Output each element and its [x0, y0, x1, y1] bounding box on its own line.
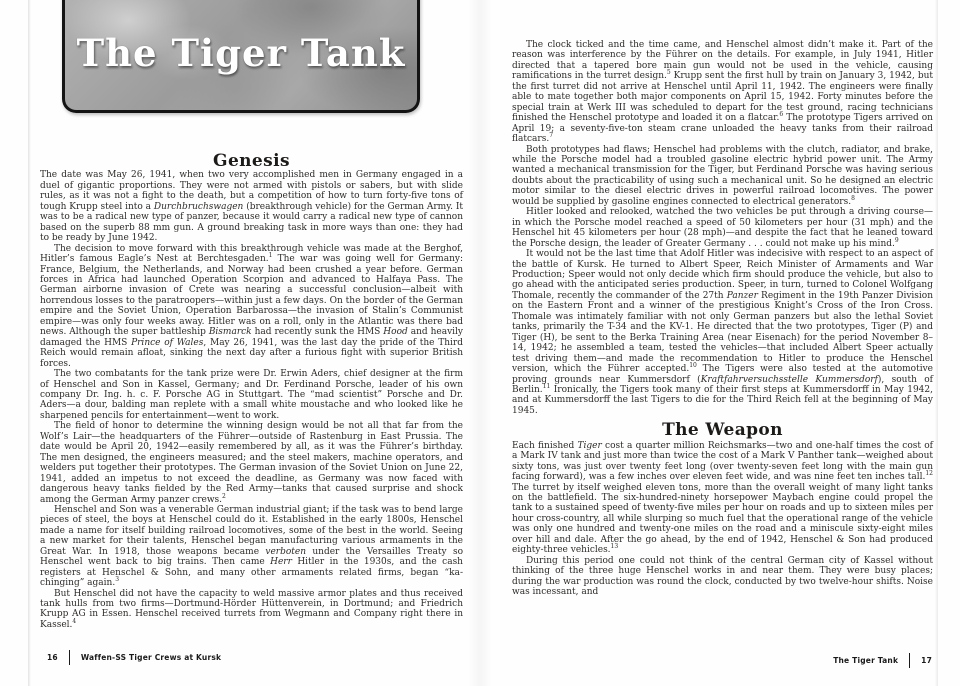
paragraph: During this period one could not think of the central German city of Kassel without thinking of the three huge Henschel works in and near them. They were busy places; during the war production was round the clock, conducted by two twelve-hour shifts. Noise was incessant, and: [512, 555, 933, 598]
left-page-edge: [28, 0, 31, 686]
left-text-column: [40, 151, 464, 630]
right-page-edge: [935, 0, 938, 686]
paragraph: The decision to move forward with this breakthrough vehicle was made at the Berghof, Hitler’s famous Eagle’s Nest at Berchtesgaden.$^1$ The war was going well for Germany: France, Belgium, the Netherlands, and Norway had been crushed a year before. German forces in Africa had launched Operation Scorpion and advanced to Halfaya Pass. The German airborne invasion of Crete was nearing a successful conclusion—albeit with horrendous losses to the paratroopers—within just a few days. On the border of the German empire and the Soviet Union, Operation Barbarossa—the invasion of Stalin’s Communist empire—was only four weeks away. Hitler was on a roll, only in the Atlantic was there bad news. Although the super battleship Bismarck had recently sunk the HMS Hood and heavily damaged the HMS Prince of Wales, May 26, 1941, was the last day the pride of the Third Reich would remain afloat, sinking the next day after a furious fight with superior British forces.: [40, 243, 464, 369]
book-title: Waffen-SS Tiger Crews at Kursk: [80, 653, 222, 662]
paragraph: It would not be the last time that Adolf Hitler was indecisive with respect to an aspect of the battle of Kursk. He turned to Albert Speer, Reich Minister of Armaments and War Production; Speer would not only decide which firm should produce the vehicle, but also to go ahead with the anticipated series production. Speer, in turn, turned to Colonel Wolfgang Thomale, recently the commander of the 27th Panzer Regiment in the 19th Panzer Division on the Eastern Front and a winner of the prestigious Knight’s Cross of the Iron Cross. Thomale was intimately familiar with not only German panzers but also the lethal Soviet tanks, primarily the T-34 and the KV-1. He directed that the two prototypes, Tiger (P) and Tiger (H), be sent to the Berka Training Area (near Eisenach) for the period November 8–14, 1942; he assembled a team, tested the vehicles—that included Albert Speer actually test driving them—and made the recommendation to Hitler to produce the Henschel version, which the Führer accepted.$^{10}$ The Tigers were also tested at the automotive proving grounds near Kummersdorf (Kraftfahrversuchsstelle Kummersdorf), south of Berlin.$^{11}$ Ironically, the Tigers took many of their first steps at Kummersdorff in May 1942, and at Kummersdorff the last Tigers to die for the Third Reich fell at the beginning of May 1945.: [512, 249, 933, 416]
paragraph: Hitler looked and relooked, watched the two vehicles be put through a driving course—in which the Porsche model reached a speed of 50 kilometers per hour (31 mph) and the Henschel hit 45 kilometers per hour (28 mph)—and despite the fact that he leaned toward the Porsche design, the leader of Greater Germany . . . could not make up his mind.$^9$: [512, 207, 933, 249]
right-top-paragraphs: [512, 40, 933, 416]
chapter-title: The Tiger Tank: [76, 31, 406, 75]
genesis-paragraphs: [40, 170, 463, 630]
chapter-title-footer: The Tiger Tank: [833, 656, 899, 665]
paragraph: Both prototypes had flaws; Henschel had problems with the clutch, radiator, and brake, while the Porsche model had a troubled gasoline electric hybrid power unit. The Army wanted a mechanical transmission for the Tiger, but Ferdinand Porsche was having serious doubts about the practicability of using such a mechanical unit. So he designed an electric motor similar to the diesel electric drives in powerful railroad locomotives. The power would be supplied by gasoline engines connected to electrical generators.$^8$: [512, 144, 933, 207]
paragraph: The date was May 26, 1941, when two very accomplished men in Germany engaged in a duel of gigantic proportions. They were not armed with pistols or sabers, but with slide rules, as it was not a fight to the death, but a competition of how to turn forty-five tons of tough Krupp steel into a Durchbruchswagen (breakthrough vehicle) for the German Army. It was to be a radical new type of panzer, because it would carry a radical new type of cannon based on the superb 88 mm gun. A ground breaking task in more ways than one: they had to be ready by June 1942.: [40, 170, 463, 244]
right-text-column: [512, 40, 933, 598]
paragraph: The two combatants for the tank prize were Dr. Erwin Aders, chief designer at the firm of Henschel and Son in Kassel, Germany; and Dr. Ferdinand Porsche, leader of his own company Dr. Ing. h. c. F. Porsche AG in Stuttgart. The “mad scientist” Porsche and Dr. Aders—a dour, balding man replete with a small white moustache and who looked like he sharpened pencils for entertainment—went to work.: [40, 369, 463, 421]
paragraph: But Henschel did not have the capacity to weld massive armor plates and thus received tank hulls from two firms—Dortmund-Hörder Hüttenverein, in Dortmund; and Friedrich Krupp AG in Essen. Henschel received turrets from Wegmann and Company right there in Kassel.$^4$: [40, 588, 463, 630]
page-number: 17: [921, 656, 932, 665]
paragraph: The field of honor to determine the winning design would be not all that far from the Wolf’s Lair—the headquarters of the Führer—outside of Rastenburg in East Prussia. The date would be April 20, 1942—easily remembered by all, as it was the Führer’s birthday. The men designed, the engineers measured; and the steel makers, machine operators, and welders put together their prototypes. The German invasion of the Soviet Union on June 22, 1941, added an impetus to not exceed the deadline, as Germany was now faced with dangerous heavy tanks fielded by the Red Army—tanks that caused surprise and shock among the German Army panzer crews.$^2$: [40, 421, 463, 505]
section-heading-genesis: Genesis: [213, 151, 290, 171]
chapter-title-photo: [62, 0, 420, 113]
footer-divider: [909, 653, 910, 668]
paragraph: Each finished Tiger cost a quarter million Reichsmarks—two and one-half times the cost of a Mark IV tank and just more than twice the cost of a Mark V Panther tank—weighed about sixty tons, was just over twenty feet long (over twenty-seven feet long with the main gun facing forward), was a few inches over eleven feet wide, and was nine feet ten inches tall.$^{12}$ The turret by itself weighed eleven tons, more than the overall weight of many light tanks on the battlefield. The six-hundred-ninety horsepower Maybach engine could propel the tank to a sustained speed of twenty-five miles per hour on roads and up to sixteen miles per hour cross-country, all while slurping so much fuel that the operational range of the vehicle was only one hundred and twenty-one miles on the road and a miniscule sixty-eight miles over hill and dale. After the go ahead, by the end of 1942, Henschel & Son had produced eighty-three vehicles.$^{13}$: [512, 440, 933, 556]
paragraph: Henschel and Son was a venerable German industrial giant; if the task was to bend large pieces of steel, the boys at Henschel could do it. Established in the early 1800s, Henschel made a name for itself building railroad locomotives, some of the best in the world. Seeing a new market for their talents, Henschel began manufacturing various armaments in the Great War. In 1918, those weapons became verboten under the Versailles Treaty so Henschel went back to big trains. Then came Herr Hitler in the 1930s, and the cash registers at Henschel & Sohn, and many other armaments related firms, began “ka-chinging” again.$^3$: [40, 504, 463, 589]
paragraph: The clock ticked and the time came, and Henschel almost didn’t make it. Part of the reason was interference by the Führer on the details. For example, in July 1941, Hitler directed that a tapered bore main gun would not be used in the vehicle, causing ramifications in the turret design.$^5$ Krupp sent the first hull by train on January 3, 1942, but the first turret did not arrive at Henschel until April 11, 1942. The engineers were finally able to mate together both major components on April 15, 1942. Forty minutes before the special train at Werk III was scheduled to depart for the test ground, racing technicians finished the Henschel prototype and loaded it on a flatcar.$^6$ The prototype Tigers arrived on April 19; a seventy-five-ton steam crane unloaded the heavy tanks from their railroad flatcars.$^7$: [512, 40, 933, 145]
page-number: 16: [47, 653, 58, 662]
section-heading-weapon: The Weapon: [662, 420, 783, 441]
left-page-footer: [47, 650, 221, 665]
footer-divider: [69, 650, 70, 665]
right-page-footer: [833, 653, 932, 668]
weapon-paragraphs: [512, 441, 933, 598]
page-gutter: [468, 0, 492, 686]
